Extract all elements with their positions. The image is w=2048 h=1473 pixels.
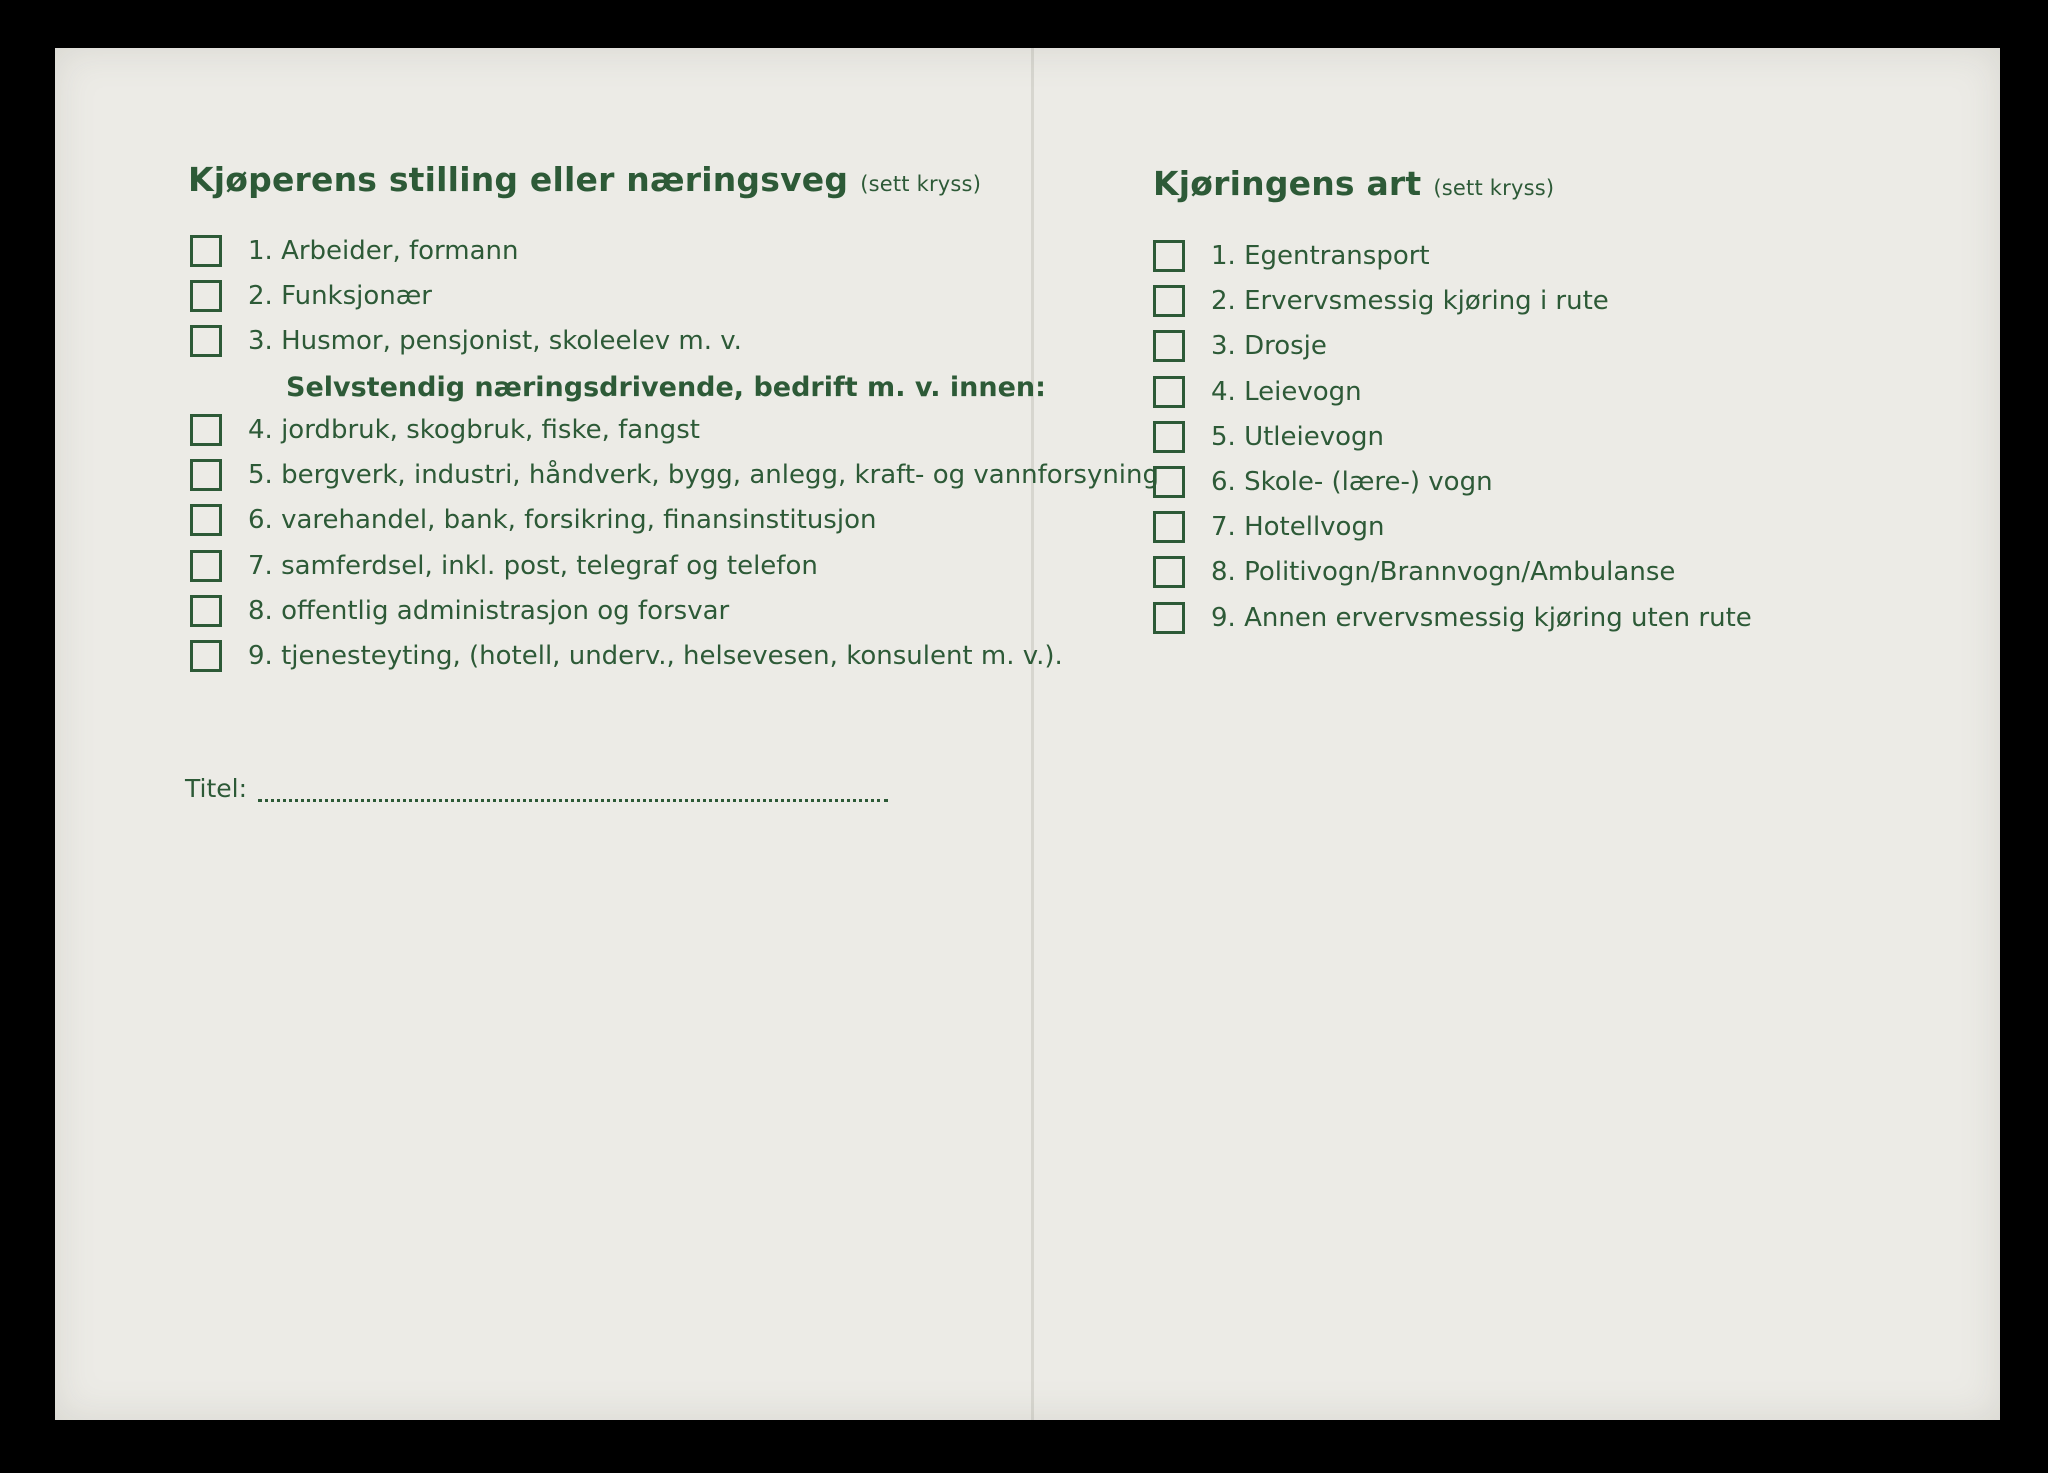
- right-section-title-text: Kjøringens art: [1153, 164, 1422, 203]
- checkbox[interactable]: [1153, 602, 1185, 634]
- left-section-title-text: Kjøperens stilling eller næringsveg: [188, 160, 849, 199]
- option-label: 7. Hotellvogn: [1211, 512, 1385, 543]
- checkbox[interactable]: [1153, 330, 1185, 362]
- self-employed-subheading: Selvstendig næringsdrivende, bedrift m. v. innen:: [286, 372, 1046, 403]
- option-label: 8. Politivogn/Brannvogn/Ambulanse: [1211, 557, 1676, 588]
- checkbox[interactable]: [190, 640, 222, 672]
- option-label: 4. Leievogn: [1211, 376, 1362, 407]
- option-label: 4. jordbruk, skogbruk, fiske, fangst: [248, 415, 700, 445]
- option-label: 5. bergverk, industri, håndverk, bygg, anlegg, kraft- og vannforsyning: [248, 460, 1160, 491]
- checkbox[interactable]: [1153, 511, 1185, 543]
- checkbox[interactable]: [190, 414, 222, 446]
- checkbox[interactable]: [1153, 285, 1185, 317]
- checkbox[interactable]: [190, 504, 222, 536]
- checkbox[interactable]: [1153, 421, 1185, 453]
- checkbox[interactable]: [1153, 556, 1185, 588]
- option-label: 1. Arbeider, formann: [248, 236, 519, 266]
- option-label: 6. varehandel, bank, forsikring, finansinstitusjon: [248, 505, 877, 536]
- option-label: 2. Ervervsmessig kjøring i rute: [1211, 286, 1609, 317]
- option-label: 9. Annen ervervsmessig kjøring uten rute: [1211, 602, 1752, 633]
- checkbox[interactable]: [1153, 466, 1185, 498]
- option-label: 7. samferdsel, inkl. post, telegraf og telefon: [248, 550, 818, 581]
- checkbox[interactable]: [1153, 240, 1185, 272]
- checkbox[interactable]: [190, 325, 222, 357]
- option-label: 3. Husmor, pensjonist, skoleelev m. v.: [248, 326, 742, 357]
- option-label: 1. Egentransport: [1211, 241, 1430, 271]
- option-label: 2. Funksjonær: [248, 281, 432, 312]
- titel-label: Titel:: [185, 774, 247, 803]
- option-label: 3. Drosje: [1211, 331, 1327, 362]
- right-section-title: [1153, 164, 1554, 203]
- checkbox[interactable]: [190, 280, 222, 312]
- checkbox[interactable]: [190, 550, 222, 582]
- titel-field[interactable]: [258, 799, 888, 802]
- option-label: 6. Skole- (lære-) vogn: [1211, 466, 1493, 497]
- right-section-note: (sett kryss): [1433, 176, 1555, 200]
- left-section-title: [188, 160, 981, 199]
- left-section-note: (sett kryss): [860, 172, 982, 196]
- option-label: 9. tjenesteyting, (hotell, underv., helsevesen, konsulent m. v.).: [248, 640, 1063, 671]
- option-label: 5. Utleievogn: [1211, 421, 1385, 452]
- checkbox[interactable]: [1153, 376, 1185, 408]
- checkbox[interactable]: [190, 595, 222, 627]
- checkbox[interactable]: [190, 459, 222, 491]
- checkbox[interactable]: [190, 235, 222, 267]
- option-label: 8. offentlig administrasjon og forsvar: [248, 595, 730, 626]
- page-fold: [1031, 48, 1034, 1420]
